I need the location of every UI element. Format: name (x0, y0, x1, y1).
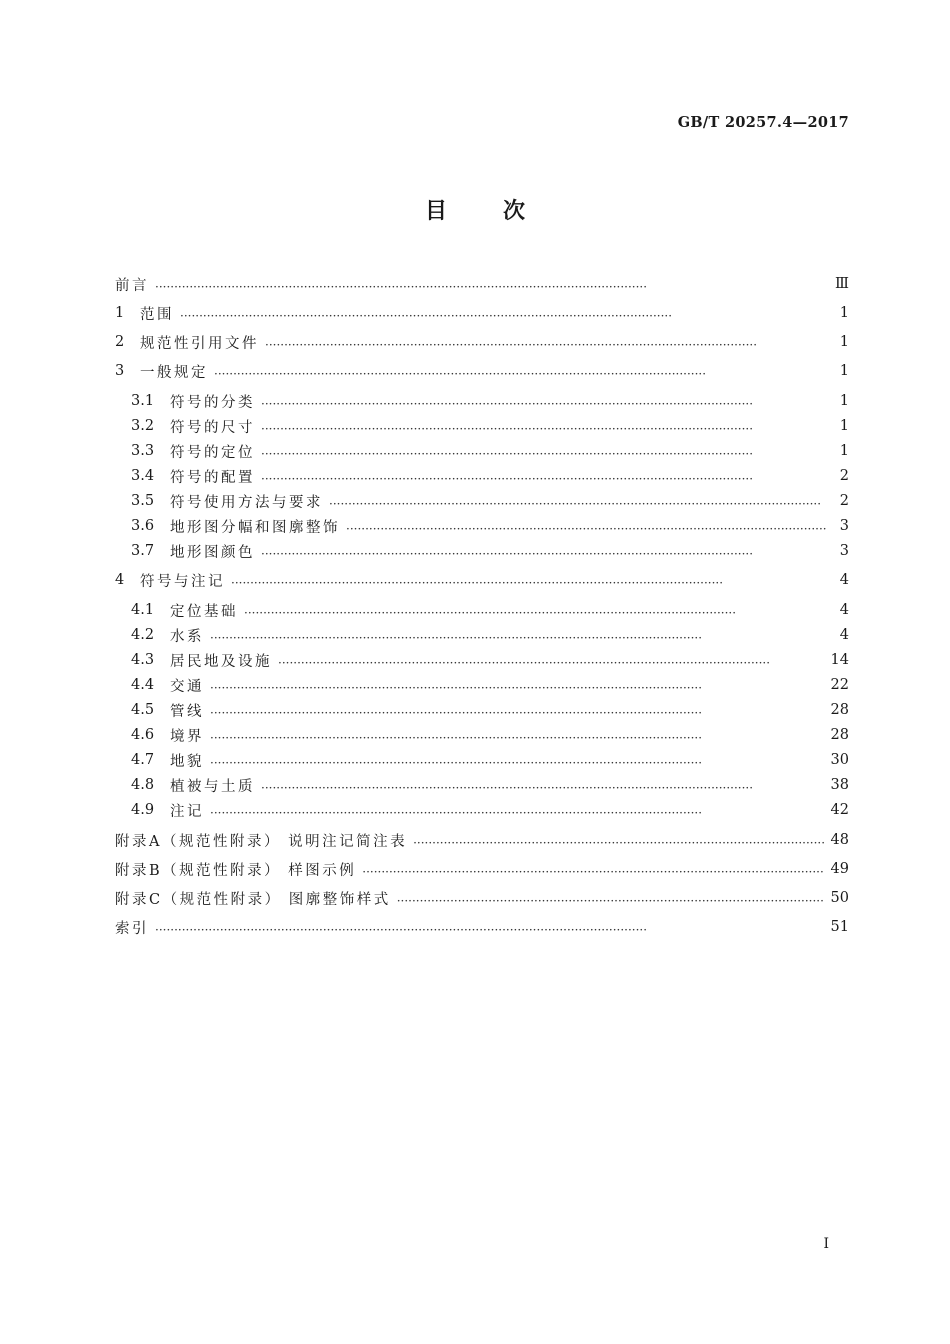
toc-entry-label: 地形图分幅和图廓整饰 (170, 519, 340, 536)
toc-entry-number: 3.5 (131, 493, 155, 509)
toc-entry[interactable] (131, 649, 849, 671)
toc-entry-label: 注记 (170, 803, 204, 820)
toc-entry-number: 4.1 (131, 602, 155, 618)
toc-entry-number: 3.6 (131, 518, 155, 534)
dot-leader (261, 546, 827, 560)
toc-entry-page: 1 (839, 334, 849, 350)
toc-entry-label: 符号使用方法与要求 (170, 494, 323, 511)
toc-entry-page: 1 (839, 393, 849, 409)
toc-entry-page: 2 (839, 493, 849, 509)
toc-entry[interactable] (115, 331, 849, 353)
toc-entry-label: 水系 (170, 628, 204, 645)
toc-entry-page: 42 (830, 802, 849, 818)
dot-leader (413, 835, 824, 849)
toc-entry[interactable] (131, 774, 849, 796)
toc-entry[interactable] (131, 440, 849, 462)
toc-entry-number: 3.3 (131, 443, 155, 459)
toc-entry-number: 4.9 (131, 802, 155, 818)
toc-entry-label: 管线 (170, 703, 204, 720)
toc-entry-label: 附录C（规范性附录） 图廓整饰样式 (115, 891, 391, 908)
toc-entry-page: 49 (830, 861, 849, 877)
toc-entry[interactable] (131, 724, 849, 746)
toc-entry-page: Ⅲ (835, 276, 849, 292)
dot-leader (214, 366, 827, 380)
dot-leader (265, 337, 827, 351)
toc-entry-label: 符号的分类 (170, 394, 255, 411)
dot-leader (210, 705, 825, 719)
toc-entry[interactable] (131, 624, 849, 646)
toc-entry-page: 22 (830, 677, 849, 693)
toc-entry[interactable] (115, 887, 849, 909)
toc-entry-number: 3.1 (131, 393, 155, 409)
toc-entry-page: 2 (839, 468, 849, 484)
toc-entry-number: 4.4 (131, 677, 155, 693)
toc-entry-number: 4 (115, 572, 125, 588)
toc-entry-page: 1 (839, 418, 849, 434)
toc-entry-label: 附录B（规范性附录） 样图示例 (115, 862, 357, 879)
toc-entry-label: 符号的定位 (170, 444, 255, 461)
toc-entry-label: 境界 (170, 728, 204, 745)
toc-entry-label: 交通 (170, 678, 204, 695)
toc-entry-number: 4.6 (131, 727, 155, 743)
dot-leader (210, 730, 825, 744)
toc-entry-number: 4.5 (131, 702, 155, 718)
toc-entry[interactable] (115, 360, 849, 382)
toc-entry-label: 地貌 (170, 753, 204, 770)
toc-entry-number: 3.2 (131, 418, 155, 434)
dot-leader (362, 864, 824, 878)
toc-entry-label: 符号的尺寸 (170, 419, 255, 436)
toc-entry-number: 1 (115, 305, 125, 321)
dot-leader (346, 521, 827, 535)
toc-entry-page: 51 (830, 919, 849, 935)
dot-leader (244, 605, 827, 619)
toc-entry[interactable] (115, 916, 849, 938)
toc-entry-number: 4.2 (131, 627, 155, 643)
toc-entry-page: 1 (839, 443, 849, 459)
toc-entry-number: 3.4 (131, 468, 155, 484)
toc-entry-page: 3 (839, 543, 849, 559)
dot-leader (155, 279, 827, 293)
toc-entry-label: 范围 (140, 306, 174, 323)
toc-entry-label: 前言 (115, 277, 149, 294)
toc-entry[interactable] (131, 540, 849, 562)
toc-entry[interactable] (131, 390, 849, 412)
dot-leader (155, 922, 825, 936)
toc-entry-label: 一般规定 (140, 364, 208, 381)
dot-leader (210, 805, 825, 819)
dot-leader (261, 471, 827, 485)
dot-leader (210, 755, 825, 769)
toc-entry[interactable] (131, 465, 849, 487)
toc-entry[interactable] (131, 490, 849, 512)
toc-entry[interactable] (131, 699, 849, 721)
toc-entry[interactable] (131, 799, 849, 821)
toc-entry-label: 符号的配置 (170, 469, 255, 486)
toc-entry-label: 定位基础 (170, 603, 238, 620)
toc-entry[interactable] (115, 858, 849, 880)
dot-leader (210, 680, 825, 694)
toc-entry-number: 4.3 (131, 652, 155, 668)
toc-entry-number: 3.7 (131, 543, 155, 559)
toc-entry-page: 3 (839, 518, 849, 534)
toc-entry[interactable] (131, 674, 849, 696)
dot-leader (329, 496, 827, 510)
toc-entry-label: 符号与注记 (140, 573, 225, 590)
toc-entry-number: 4.8 (131, 777, 155, 793)
toc-entry-page: 28 (830, 702, 849, 718)
toc-entry-number: 3 (115, 363, 125, 379)
toc-title: 目次 (424, 199, 581, 224)
toc-entry[interactable] (115, 829, 849, 851)
toc-entry-page: 4 (839, 602, 849, 618)
toc-entry-number: 4.7 (131, 752, 155, 768)
dot-leader (261, 421, 827, 435)
toc-entry[interactable] (131, 415, 849, 437)
toc-entry[interactable] (115, 273, 849, 295)
toc-entry-label: 植被与土质 (170, 778, 255, 795)
toc-entry-page: 48 (830, 832, 849, 848)
toc-entry[interactable] (131, 599, 849, 621)
page-number: I (823, 1236, 829, 1252)
dot-leader (261, 780, 825, 794)
toc-entry-page: 50 (830, 890, 849, 906)
toc-entry-page: 28 (830, 727, 849, 743)
toc-entry-page: 14 (830, 652, 849, 668)
toc-entry-label: 地形图颜色 (170, 544, 255, 561)
standard-number: GB/T 20257.4—2017 (677, 114, 849, 131)
toc-entry[interactable] (115, 302, 849, 324)
toc-entry-label: 规范性引用文件 (140, 335, 259, 352)
toc-entry-page: 38 (830, 777, 849, 793)
dot-leader (261, 396, 827, 410)
dot-leader (261, 446, 827, 460)
toc-entry-label: 附录A（规范性附录） 说明注记简注表 (115, 833, 408, 850)
toc-entry-label: 索引 (115, 920, 149, 937)
dot-leader (210, 630, 827, 644)
toc-entry[interactable] (131, 749, 849, 771)
toc-entry-page: 1 (839, 305, 849, 321)
toc-entry-page: 4 (839, 572, 849, 588)
dot-leader (278, 655, 825, 669)
toc-entry[interactable] (131, 515, 849, 537)
dot-leader (180, 308, 827, 322)
toc-entry-label: 居民地及设施 (170, 653, 272, 670)
toc-entry-page: 1 (839, 363, 849, 379)
toc-entry-page: 30 (830, 752, 849, 768)
toc-entry-number: 2 (115, 334, 125, 350)
dot-leader (231, 575, 827, 589)
toc-entry[interactable] (115, 569, 849, 591)
toc-entry-page: 4 (839, 627, 849, 643)
dot-leader (397, 893, 825, 907)
